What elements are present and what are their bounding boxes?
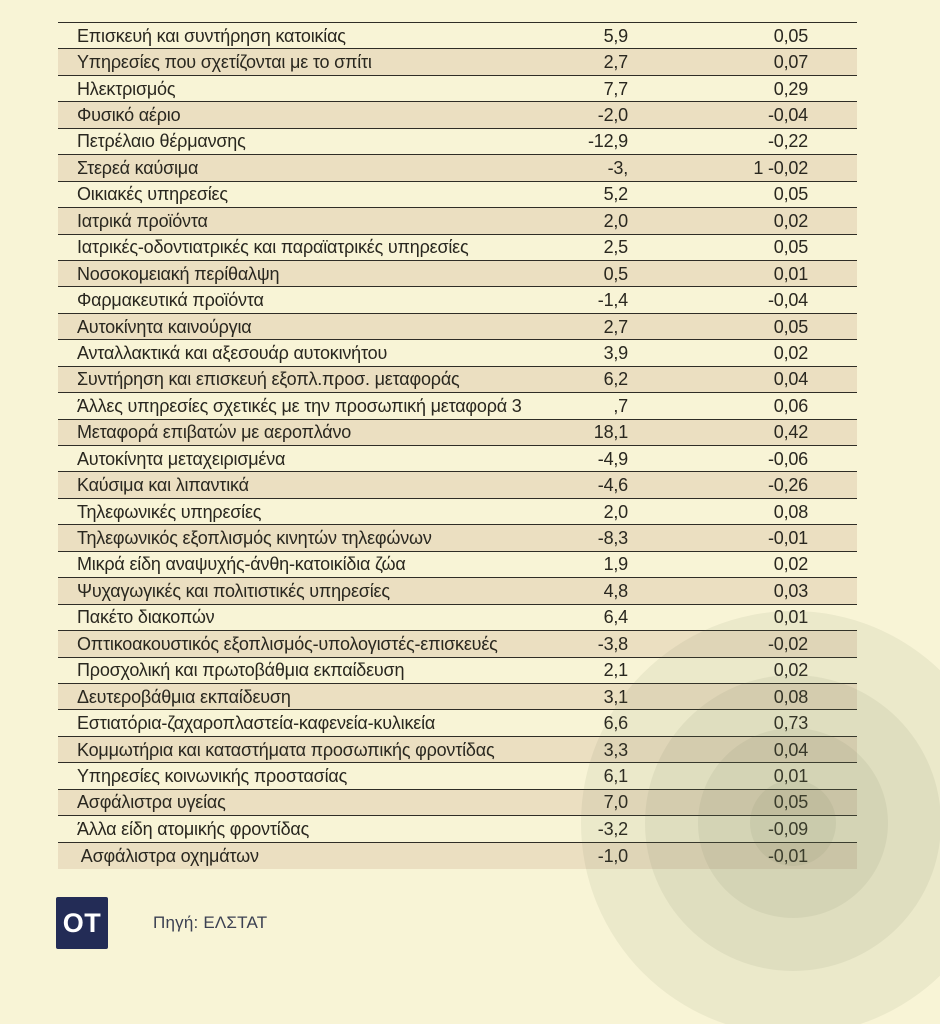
row-value-impact: 0,06 xyxy=(773,395,808,416)
row-value-impact: 0,04 xyxy=(773,369,808,390)
row-value-percent: -12,9 xyxy=(587,131,628,152)
table-row xyxy=(58,446,857,472)
source-text: Πηγή: ΕΛΣΤΑΤ xyxy=(153,913,268,932)
row-label: Αυτοκίνητα καινούργια xyxy=(77,316,252,337)
row-value-impact: -0,06 xyxy=(767,448,808,469)
row-value-percent: 2,0 xyxy=(603,210,628,231)
table-row xyxy=(58,710,857,736)
row-label: Μεταφορά επιβατών με αεροπλάνο xyxy=(77,422,352,443)
row-label: Ιατρικά προϊόντα xyxy=(77,210,208,231)
row-value-impact: 0,05 xyxy=(773,237,808,258)
table-row xyxy=(58,684,857,710)
row-value-impact: -0,04 xyxy=(767,290,808,311)
row-value-percent: 3,1 xyxy=(603,686,628,707)
row-value-impact: 0,29 xyxy=(773,78,808,99)
row-value-impact: -0,02 xyxy=(767,633,808,654)
table-row xyxy=(58,235,857,261)
table-row xyxy=(58,499,857,525)
row-value-percent: 7,7 xyxy=(603,78,628,99)
row-value-percent: 2,0 xyxy=(603,501,628,522)
row-label: Επισκευή και συντήρηση κατοικίας xyxy=(77,25,346,46)
table-row xyxy=(58,208,857,234)
row-value-percent: 6,1 xyxy=(603,765,628,786)
table-row xyxy=(58,790,857,816)
table-row xyxy=(58,155,857,181)
row-value-impact: 0,05 xyxy=(773,25,808,46)
row-label: Ιατρικές-οδοντιατρικές και παραϊατρικές υπηρεσίες xyxy=(77,237,469,258)
ot-logo xyxy=(56,897,108,949)
row-value-impact: 0,08 xyxy=(773,686,808,707)
table-row xyxy=(58,102,857,128)
row-label: Τηλεφωνικές υπηρεσίες xyxy=(77,501,262,522)
table-row xyxy=(58,843,857,869)
row-label: Φυσικό αέριο xyxy=(77,105,181,126)
row-value-percent: ,7 xyxy=(613,395,628,416)
row-value-impact: -0,01 xyxy=(767,845,808,866)
row-value-impact: 0,02 xyxy=(773,660,808,681)
row-value-impact: -0,26 xyxy=(767,475,808,496)
table-row xyxy=(58,816,857,842)
table-row xyxy=(58,182,857,208)
table-row xyxy=(58,393,857,419)
row-label: Υπηρεσίες κοινωνικής προστασίας xyxy=(77,765,348,786)
row-value-impact: 0,02 xyxy=(773,554,808,575)
row-value-impact: 0,02 xyxy=(773,210,808,231)
table-row xyxy=(58,552,857,578)
row-value-impact: 0,01 xyxy=(773,607,808,628)
row-label: Κομμωτήρια και καταστήματα προσωπικής φροντίδας xyxy=(77,739,495,760)
row-value-impact: -0,04 xyxy=(767,105,808,126)
row-value-percent: 2,1 xyxy=(603,660,628,681)
row-value-percent: 7,0 xyxy=(603,792,628,813)
row-value-impact: 0,04 xyxy=(773,739,808,760)
row-value-percent: -4,6 xyxy=(597,475,628,496)
row-value-percent: 1,9 xyxy=(603,554,628,575)
row-value-impact: 0,05 xyxy=(773,792,808,813)
row-value-percent: 6,6 xyxy=(603,713,628,734)
table-row xyxy=(58,737,857,763)
row-label: Μικρά είδη αναψυχής-άνθη-κατοικίδια ζώα xyxy=(77,554,406,575)
row-value-percent: -3, xyxy=(607,157,628,178)
table-row xyxy=(58,420,857,446)
table-row xyxy=(58,525,857,551)
table-row xyxy=(58,23,857,49)
row-label: Καύσιμα και λιπαντικά xyxy=(77,475,249,496)
row-label: Ηλεκτρισμός xyxy=(77,78,176,99)
table-row xyxy=(58,261,857,287)
table-row xyxy=(58,340,857,366)
table-row xyxy=(58,578,857,604)
row-label: Ασφάλιστρα οχημάτων xyxy=(77,845,259,866)
row-label: Νοσοκομειακή περίθαλψη xyxy=(77,263,280,284)
price-table xyxy=(58,22,857,869)
row-value-impact: 0,42 xyxy=(773,422,808,443)
row-value-percent: -2,0 xyxy=(597,105,628,126)
row-value-impact: 0,01 xyxy=(773,765,808,786)
table-row xyxy=(58,472,857,498)
row-label: Ψυχαγωγικές και πολιτιστικές υπηρεσίες xyxy=(77,580,390,601)
row-value-impact: 0,01 xyxy=(773,263,808,284)
row-value-impact: 0,08 xyxy=(773,501,808,522)
row-value-percent: -1,4 xyxy=(597,290,628,311)
row-label: Άλλα είδη ατομικής φροντίδας xyxy=(77,818,310,839)
row-value-percent: -3,8 xyxy=(597,633,628,654)
row-label: Αυτοκίνητα μεταχειρισμένα xyxy=(77,448,286,469)
row-label: Στερεά καύσιμα xyxy=(77,157,199,178)
row-value-percent: 5,2 xyxy=(603,184,628,205)
ot-logo-text: OT xyxy=(62,907,102,938)
row-value-percent: 0,5 xyxy=(603,263,628,284)
row-label: Προσχολική και πρωτοβάθμια εκπαίδευση xyxy=(77,660,405,681)
row-value-percent: 5,9 xyxy=(603,25,628,46)
row-label: Οικιακές υπηρεσίες xyxy=(77,184,228,205)
table-row xyxy=(58,314,857,340)
table-row xyxy=(58,49,857,75)
footer xyxy=(56,897,267,949)
row-label: Υπηρεσίες που σχετίζονται με το σπίτι xyxy=(77,52,372,73)
row-label: Πακέτο διακοπών xyxy=(77,607,215,628)
row-value-impact: 0,73 xyxy=(773,713,808,734)
table-row xyxy=(58,129,857,155)
table-row xyxy=(58,658,857,684)
row-value-percent: 18,1 xyxy=(593,422,628,443)
row-label: Οπτικοακουστικός εξοπλισμός-υπολογιστές-επισκευές xyxy=(77,633,498,654)
table-row xyxy=(58,631,857,657)
row-label: Ανταλλακτικά και αξεσουάρ αυτοκινήτου xyxy=(77,342,388,363)
row-value-impact: 0,03 xyxy=(773,580,808,601)
table-row xyxy=(58,76,857,102)
row-label: Ασφάλιστρα υγείας xyxy=(77,792,226,813)
row-value-impact: 0,05 xyxy=(773,316,808,337)
row-value-percent: 3,3 xyxy=(603,739,628,760)
row-value-impact: -0,01 xyxy=(767,528,808,549)
table-row xyxy=(58,287,857,313)
row-value-impact: 0,05 xyxy=(773,184,808,205)
row-value-percent: 2,7 xyxy=(603,52,628,73)
row-label: Εστιατόρια-ζαχαροπλαστεία-καφενεία-κυλικεία xyxy=(77,713,436,734)
row-label: Πετρέλαιο θέρμανσης xyxy=(77,131,246,152)
row-value-percent: -1,0 xyxy=(597,845,628,866)
row-value-impact: -0,09 xyxy=(767,818,808,839)
row-label: Δευτεροβάθμια εκπαίδευση xyxy=(77,686,291,707)
row-value-percent: 6,2 xyxy=(603,369,628,390)
table-row xyxy=(58,763,857,789)
row-value-percent: 2,5 xyxy=(603,237,628,258)
row-label: Άλλες υπηρεσίες σχετικές με την προσωπική μεταφορά 3 xyxy=(77,395,522,416)
row-value-impact: 1 -0,02 xyxy=(753,157,808,178)
row-value-percent: -3,2 xyxy=(597,818,628,839)
row-value-impact: -0,22 xyxy=(767,131,808,152)
row-label: Φαρμακευτικά προϊόντα xyxy=(77,290,264,311)
row-label: Συντήρηση και επισκευή εξοπλ.προσ. μεταφοράς xyxy=(77,369,460,390)
table-row xyxy=(58,605,857,631)
row-value-impact: 0,02 xyxy=(773,342,808,363)
row-value-percent: -4,9 xyxy=(597,448,628,469)
table-row xyxy=(58,367,857,393)
row-value-percent: 3,9 xyxy=(603,342,628,363)
row-label: Τηλεφωνικός εξοπλισμός κινητών τηλεφώνων xyxy=(77,528,432,549)
row-value-percent: 6,4 xyxy=(603,607,628,628)
row-value-percent: -8,3 xyxy=(597,528,628,549)
row-value-percent: 2,7 xyxy=(603,316,628,337)
row-value-impact: 0,07 xyxy=(773,52,808,73)
row-value-percent: 4,8 xyxy=(603,580,628,601)
